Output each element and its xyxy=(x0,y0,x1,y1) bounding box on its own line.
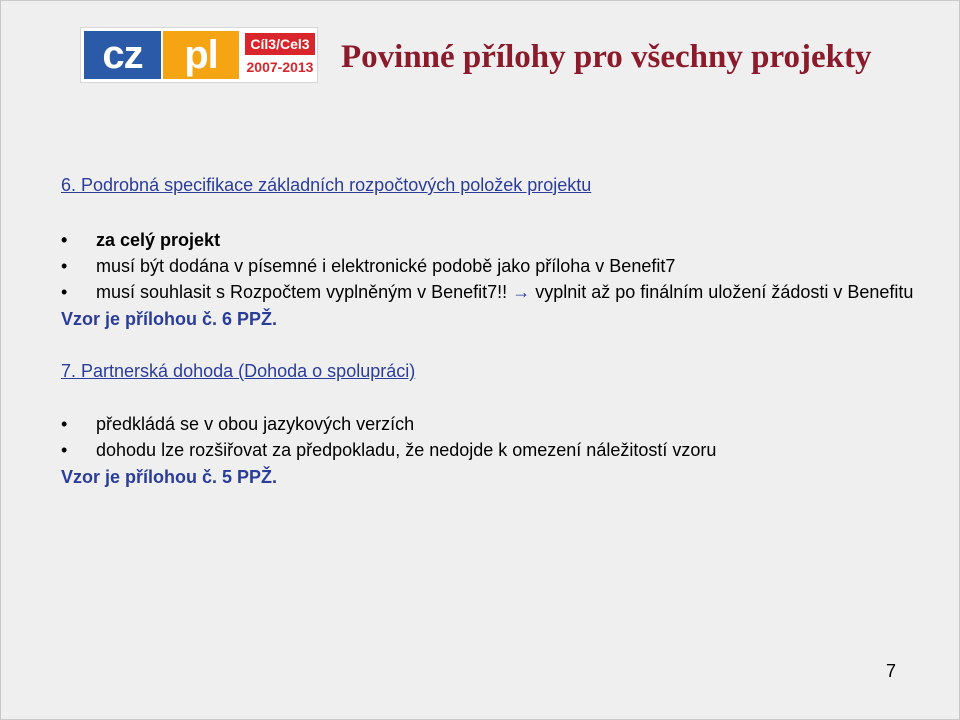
list-item xyxy=(61,437,921,463)
slide-title: Povinné přílohy pro všechny projekty xyxy=(341,39,872,75)
list-item-text: vyplnit až po finálním uložení žádosti v Benefitu xyxy=(535,282,914,302)
list-item-text: musí být dodána v písemné i elektronické podobě jako příloha v Benefit7 xyxy=(96,256,676,276)
logo-cz-block: cz xyxy=(84,31,161,79)
list-item xyxy=(61,253,921,279)
list-item-text: dohodu lze rozšiřovat za předpokladu, že nedojde k omezení náležitostí vzoru xyxy=(96,440,717,460)
list-item-text: musí souhlasit s Rozpočtem vyplněným v Benefit7!! xyxy=(96,282,508,302)
slide-content xyxy=(61,171,921,491)
logo-cil-label: Cíl3/Cel3 xyxy=(245,33,315,55)
section6-list xyxy=(61,227,921,305)
cz-pl-logo xyxy=(81,28,317,82)
list-item xyxy=(61,279,921,305)
list-item xyxy=(61,411,921,437)
list-item xyxy=(61,227,921,253)
section7-note: Vzor je přílohou č. 5 PPŽ. xyxy=(61,467,278,487)
list-item-text: za celý projekt xyxy=(96,230,221,250)
logo-years-label: 2007-2013 xyxy=(246,59,314,75)
section6-note: Vzor je přílohou č. 6 PPŽ. xyxy=(61,309,278,329)
section7-heading: 7. Partnerská dohoda (Dohoda o spolupráci) xyxy=(61,361,416,381)
page-number: 7 xyxy=(886,661,897,681)
section6-heading: 6. Podrobná specifikace základních rozpočtových položek projektu xyxy=(61,175,592,195)
section7-list xyxy=(61,411,921,463)
list-item-text: předkládá se v obou jazykových verzích xyxy=(96,414,415,434)
logo-pl-block: pl xyxy=(163,31,239,79)
right-arrow-icon: → xyxy=(512,282,531,302)
logo-program-block xyxy=(243,31,314,79)
